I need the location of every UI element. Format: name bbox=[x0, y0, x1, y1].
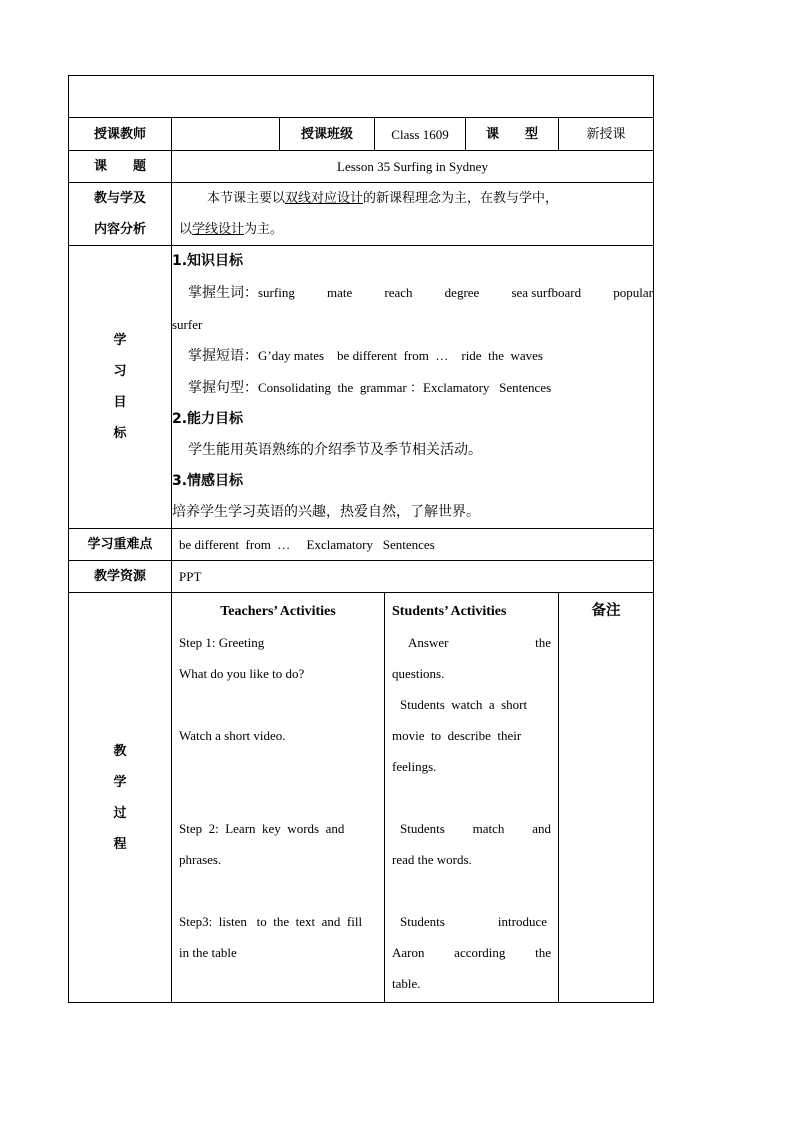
student-step3-line2: Aaron according the bbox=[392, 945, 551, 960]
header-blank-cell bbox=[69, 76, 654, 118]
analysis-text bbox=[172, 183, 654, 246]
process-label-char-2: 学 bbox=[113, 774, 127, 790]
vocab-word-popular: popular bbox=[613, 285, 653, 300]
objectives-label bbox=[69, 246, 172, 529]
student-step3-line3: table. bbox=[392, 976, 421, 991]
process-label-char-4: 程 bbox=[113, 836, 127, 852]
class-label: 授课班级 bbox=[280, 118, 375, 151]
type-value: 新授课 bbox=[559, 118, 654, 151]
teacher-watch-video: Watch a short video. bbox=[179, 728, 286, 743]
resources-label: 教学资源 bbox=[69, 561, 172, 593]
type-label: 课 型 bbox=[466, 118, 559, 151]
sentence-line bbox=[172, 372, 653, 404]
teacher-step3-line1: Step3: listen to the text and fill bbox=[179, 914, 363, 929]
student-step1-line1: Answer the bbox=[408, 635, 551, 650]
student-step2-line2: read the words. bbox=[392, 852, 472, 867]
vocab-tail: surfer bbox=[172, 317, 203, 332]
analysis-label-line2: 内容分析 bbox=[93, 222, 146, 237]
key-points-label: 学习重难点 bbox=[69, 529, 172, 561]
process-label-char-3: 过 bbox=[113, 805, 127, 821]
process-label-char-1: 教 bbox=[113, 743, 127, 759]
class-value: Class 1609 bbox=[375, 118, 466, 151]
info-row bbox=[69, 118, 654, 151]
teacher-step2-line2: phrases. bbox=[179, 852, 222, 867]
resources-value: PPT bbox=[172, 561, 654, 593]
analysis-text-b: 的新课程理念为主，在教与学中， bbox=[363, 191, 559, 206]
vocab-prefix: 掌握生词：surfing bbox=[188, 285, 295, 301]
teacher-step2-line1: Step 2: Learn key words and bbox=[179, 821, 345, 836]
student-step1-line2: questions. bbox=[392, 666, 445, 681]
objectives-label-char-1: 学 bbox=[113, 333, 127, 348]
teacher-label: 授课教师 bbox=[69, 118, 172, 151]
vocab-word-sea-surfboard: sea surfboard bbox=[511, 285, 582, 300]
topic-value: Lesson 35 Surfing in Sydney bbox=[172, 151, 654, 183]
student-step1b-line3: feelings. bbox=[392, 759, 437, 774]
emotion-text: 培养学生学习英语的兴趣，热爱自然，了解世界。 bbox=[172, 504, 480, 520]
student-step1b-line1: Students watch a short bbox=[400, 697, 528, 712]
analysis-text-d: 为主。 bbox=[244, 222, 284, 237]
teachers-activities-heading: Teachers’ Activities bbox=[220, 604, 336, 619]
resources-row bbox=[69, 561, 654, 593]
header-blank-row bbox=[69, 76, 654, 118]
analysis-text-c: 以 bbox=[179, 222, 193, 237]
vocab-word-mate: mate bbox=[326, 285, 353, 300]
objectives-label-char-4: 标 bbox=[113, 426, 127, 441]
process-row bbox=[69, 593, 654, 1003]
phrase-text: G’day mates be different from … ride the waves bbox=[258, 348, 543, 363]
teacher-step3-line2: in the table bbox=[179, 945, 237, 960]
phrase-line bbox=[172, 340, 653, 372]
students-activities-heading: Students’ Activities bbox=[392, 604, 507, 619]
objectives-label-char-2: 习 bbox=[113, 364, 127, 379]
teachers-activities-column bbox=[172, 593, 385, 1003]
topic-label: 课 题 bbox=[69, 151, 172, 183]
sentence-text: Consolidating the grammar ：Exclamatory Sentences bbox=[258, 380, 552, 395]
students-activities-column bbox=[385, 593, 559, 1003]
analysis-text-a: 本节课主要以 bbox=[207, 191, 286, 206]
student-step2-line1: Students match and bbox=[400, 821, 551, 836]
analysis-label bbox=[69, 183, 172, 246]
student-step1b-line2: movie to describe their bbox=[392, 728, 522, 743]
student-step3-line1: Students introduce bbox=[400, 914, 547, 929]
analysis-label-line1: 教与学及 bbox=[93, 191, 146, 206]
objectives-row bbox=[69, 246, 654, 529]
teacher-value bbox=[172, 118, 280, 151]
topic-row bbox=[69, 151, 654, 183]
objectives-label-char-3: 目 bbox=[113, 395, 127, 410]
sentence-prefix: 掌握句型： bbox=[188, 380, 258, 396]
emotion-title: 3.情感目标 bbox=[172, 473, 244, 489]
process-label bbox=[69, 593, 172, 1003]
ability-text: 学生能用英语熟练的介绍季节及季节相关活动。 bbox=[188, 442, 482, 458]
notes-heading: 备注 bbox=[591, 603, 621, 619]
vocab-line bbox=[172, 277, 653, 309]
key-points-row bbox=[69, 529, 654, 561]
knowledge-title: 1.知识目标 bbox=[172, 253, 244, 269]
key-points-value: be different from … Exclamatory Sentences bbox=[172, 529, 654, 561]
analysis-underline-1: 双线对应设计 bbox=[285, 191, 364, 206]
vocab-word-degree: degree bbox=[444, 285, 480, 300]
teacher-step1: Step 1: Greeting bbox=[179, 635, 265, 650]
notes-column bbox=[559, 593, 654, 1003]
analysis-row bbox=[69, 183, 654, 246]
ability-title: 2.能力目标 bbox=[172, 411, 244, 427]
phrase-prefix: 掌握短语： bbox=[188, 348, 258, 364]
analysis-underline-2: 学线设计 bbox=[192, 222, 245, 237]
teacher-step1-question: What do you like to do? bbox=[179, 666, 305, 681]
objectives-content bbox=[172, 246, 654, 529]
lesson-plan-table bbox=[68, 75, 654, 1003]
vocab-word-reach: reach bbox=[384, 285, 413, 300]
